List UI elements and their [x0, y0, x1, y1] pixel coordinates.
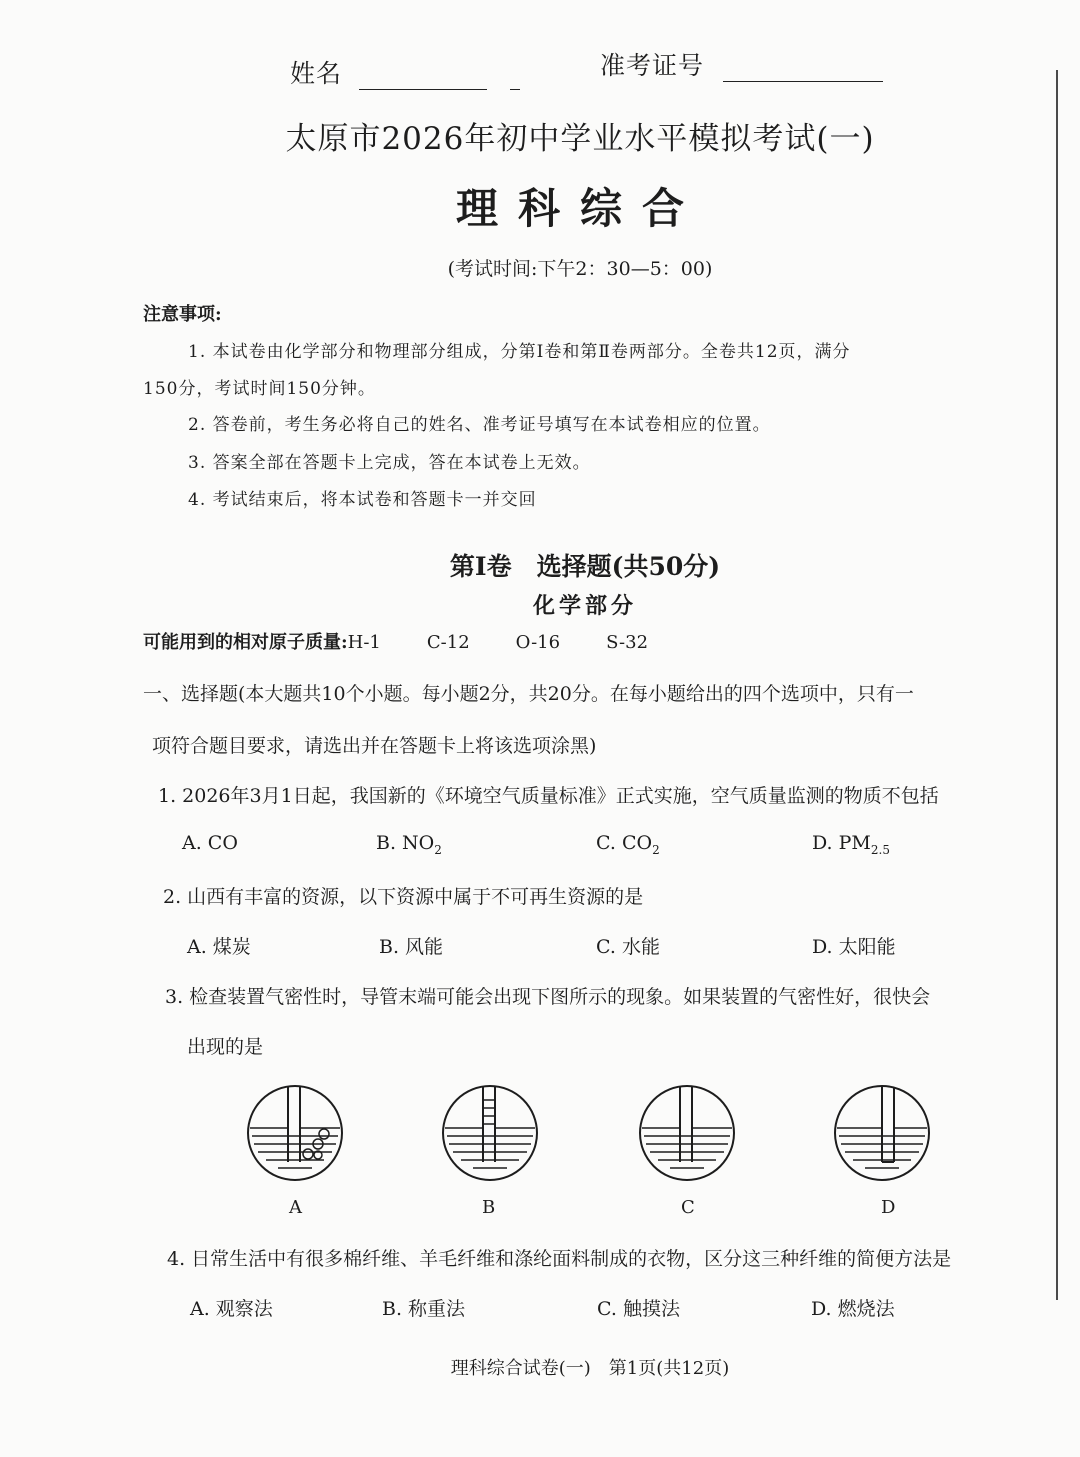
figure-label-a: A	[289, 1197, 302, 1218]
name-field	[290, 54, 520, 90]
atomic-mass-s: S-32	[606, 632, 649, 653]
exam-title: 太原市2026年初中学业水平模拟考试(一)	[285, 121, 875, 157]
q2-option-c: C. 水能	[596, 936, 660, 958]
atomic-mass-o: O-16	[515, 632, 561, 653]
ticket-underline	[723, 61, 883, 82]
q4-option-c: C. 触摸法	[597, 1298, 680, 1320]
q1-option-d: D. $PM_{2.5}$	[812, 832, 890, 857]
atomic-mass-c: C-12	[426, 632, 470, 653]
name-underline-tail	[510, 69, 520, 90]
figure-label-b: B	[482, 1197, 496, 1218]
atomic-mass-h: H-1	[347, 632, 381, 653]
page-footer: 理科综合试卷(一) 第1页(共12页)	[450, 1358, 730, 1379]
ticket-label: 准考证号	[600, 51, 705, 80]
note-item-1: 1. 本试卷由化学部分和物理部分组成，分第Ⅰ卷和第Ⅱ卷两部分。全卷共12页，满分	[188, 342, 851, 362]
part-instructions-cont: 项符合题目要求，请选出并在答题卡上将该选项涂黑)	[152, 735, 597, 757]
question-3-stem: 3. 检查装置气密性时，导管末端可能会出现下图所示的现象。如果装置的气密性好，很快会	[165, 986, 931, 1008]
airtightness-figures	[240, 1078, 960, 1188]
q1-option-c: C. $CO_2$	[596, 832, 660, 857]
figure-label-d: D	[881, 1197, 896, 1218]
question-4-stem: 4. 日常生活中有很多棉纤维、羊毛纤维和涤纶面料制成的衣物，区分这三种纤维的简便方法是	[167, 1248, 952, 1270]
note-item-1-cont: 150分，考试时间150分钟。	[143, 379, 376, 399]
q2-option-d: D. 太阳能	[812, 936, 896, 958]
name-underline	[359, 69, 487, 90]
figure-d	[835, 1086, 929, 1180]
figure-label-c: C	[681, 1197, 695, 1218]
section-subtitle: 化学部分	[532, 593, 637, 619]
note-item-3: 3. 答案全部在答题卡上完成，答在本试卷上无效。	[188, 453, 591, 473]
note-item-4: 4. 考试结束后，将本试卷和答题卡一并交回	[188, 490, 537, 510]
section-title: 第Ⅰ卷 选择题(共50分)	[449, 552, 721, 581]
exam-time: (考试时间:下午2：30—5：00)	[447, 258, 713, 280]
part-instructions: 一、选择题(本大题共10个小题。每小题2分，共20分。在每小题给出的四个选项中，只有一	[143, 683, 914, 705]
ticket-field	[600, 46, 883, 82]
atomic-masses	[143, 628, 694, 654]
question-1-stem: 1. 2026年3月1日起，我国新的《环境空气质量标准》正式实施，空气质量监测的物质不包括	[158, 785, 939, 807]
q2-option-a: A. 煤炭	[187, 936, 251, 958]
q4-option-d: D. 燃烧法	[811, 1298, 895, 1320]
q1-option-b: B. $NO_2$	[376, 832, 442, 857]
figure-a	[248, 1086, 342, 1180]
q1-option-a: A. CO	[182, 832, 238, 854]
question-2-stem: 2. 山西有丰富的资源，以下资源中属于不可再生资源的是	[163, 886, 644, 908]
name-label: 姓名	[290, 59, 343, 88]
atomic-masses-label: 可能用到的相对原子质量:	[143, 632, 348, 653]
question-3-stem-cont: 出现的是	[187, 1036, 264, 1058]
subject-title: 理科综合	[455, 184, 704, 233]
q2-option-b: B. 风能	[379, 936, 444, 958]
figure-b	[443, 1086, 537, 1180]
notes-heading: 注意事项:	[143, 304, 222, 325]
q4-option-b: B. 称重法	[382, 1298, 466, 1320]
figure-c	[640, 1086, 734, 1180]
note-item-2: 2. 答卷前，考生务必将自己的姓名、准考证号填写在本试卷相应的位置。	[188, 415, 771, 435]
q4-option-a: A. 观察法	[190, 1298, 273, 1320]
